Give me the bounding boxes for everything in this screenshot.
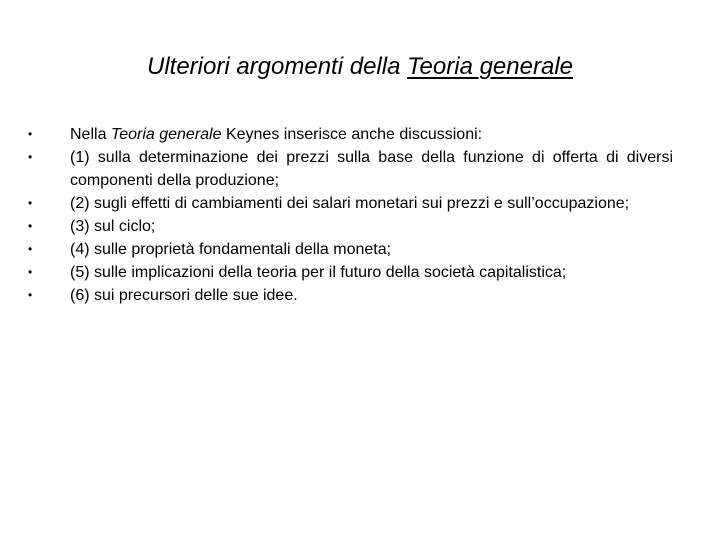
bullet-item-2 xyxy=(28,192,673,215)
bullet-text: (4) sulle proprietà fondamentali della moneta; xyxy=(70,241,392,258)
bullet-icon: • xyxy=(28,242,33,256)
bullet-icon: • xyxy=(28,127,33,141)
bullet-item-5 xyxy=(28,261,673,284)
bullet-item-4 xyxy=(28,238,673,261)
title-prefix: Ulteriori argomenti della xyxy=(146,53,408,80)
bullet-list xyxy=(28,123,673,307)
intro-italic: Teoria generale xyxy=(110,126,222,143)
bullet-text: (2) sugli effetti di cambiamenti dei salari monetari sui prezzi e sull’occupazione; xyxy=(70,195,630,212)
bullet-item-3 xyxy=(28,215,673,238)
bullet-icon: • xyxy=(28,150,33,164)
bullet-icon: • xyxy=(28,288,33,302)
bullet-text: (1) sulla determinazione dei prezzi sulla base della funzione di offerta di diversi componenti della produzione; xyxy=(70,149,673,189)
bullet-icon: • xyxy=(28,196,33,210)
bullet-item-6 xyxy=(28,284,673,307)
bullet-icon: • xyxy=(28,265,33,279)
intro-after: Keynes inserisce anche discussioni: xyxy=(221,126,483,143)
intro-before: Nella xyxy=(70,126,111,143)
bullet-text: (3) sul ciclo; xyxy=(70,218,156,235)
bullet-intro xyxy=(28,123,673,146)
bullet-text: (5) sulle implicazioni della teoria per il futuro della società capitalistica; xyxy=(70,264,567,281)
bullet-icon: • xyxy=(28,219,33,233)
slide-title xyxy=(0,50,720,84)
bullet-item-1 xyxy=(28,146,673,192)
bullet-text: (6) sui precursori delle sue idee. xyxy=(70,287,298,304)
title-underlined-text: Teoria generale xyxy=(407,53,573,80)
